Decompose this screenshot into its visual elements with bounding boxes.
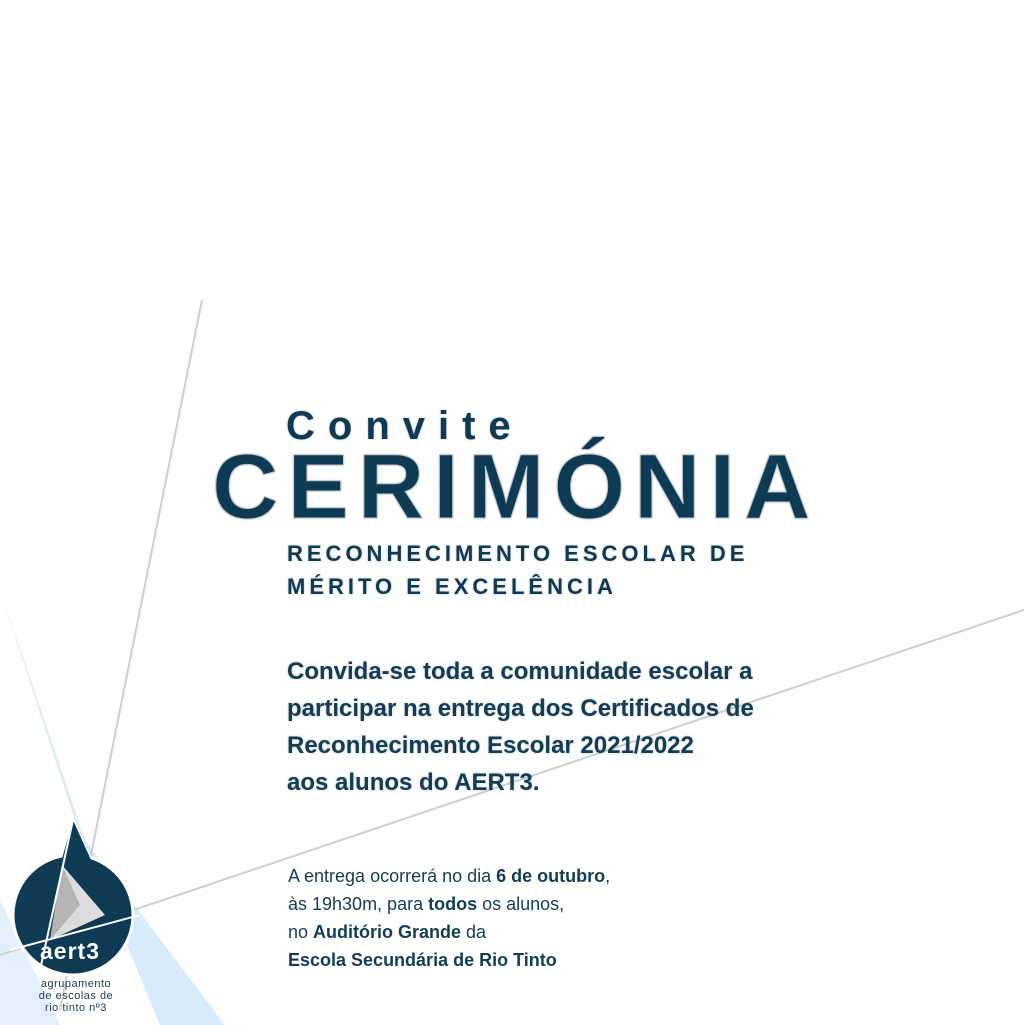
- logo-caption-line: de escolas de: [38, 990, 114, 1002]
- details-line-time: às 19h30m, para todos os alunos,: [288, 894, 565, 914]
- invite-word: Convite: [286, 404, 524, 448]
- event-date: 6 de outubro: [496, 866, 606, 886]
- body-line: aos alunos do AERT3.: [287, 769, 540, 796]
- logo-caption-line: rio tinto nº3: [45, 1002, 107, 1014]
- body-line: participar na entrega dos Certificados de: [287, 695, 754, 722]
- ceremony-title: CERIMÓNIA: [212, 436, 820, 538]
- venue-name: Auditório Grande: [313, 922, 462, 942]
- audience-emphasis: todos: [428, 894, 478, 914]
- details-line-venue: no Auditório Grande da: [288, 922, 487, 942]
- body-line: Convida-se toda a comunidade escolar a: [287, 658, 753, 685]
- details-line-school: [288, 946, 610, 974]
- ceremony-subtitle: [287, 537, 748, 603]
- logo-caption-line: agrupamento: [40, 978, 112, 990]
- details-line-date: A entrega ocorrerá no dia 6 de outubro,: [288, 866, 611, 886]
- subtitle-line: MÉRITO E EXCELÊNCIA: [287, 574, 617, 599]
- event-details: [288, 862, 610, 974]
- logo-wordmark: aert3: [40, 938, 100, 964]
- body-line: Reconhecimento Escolar 2021/2022: [287, 732, 694, 759]
- invitation-body: [287, 653, 754, 801]
- logo-caption: [26, 978, 126, 1014]
- subtitle-line: RECONHECIMENTO ESCOLAR DE: [287, 541, 749, 566]
- school-name: Escola Secundária de Rio Tinto: [288, 950, 557, 970]
